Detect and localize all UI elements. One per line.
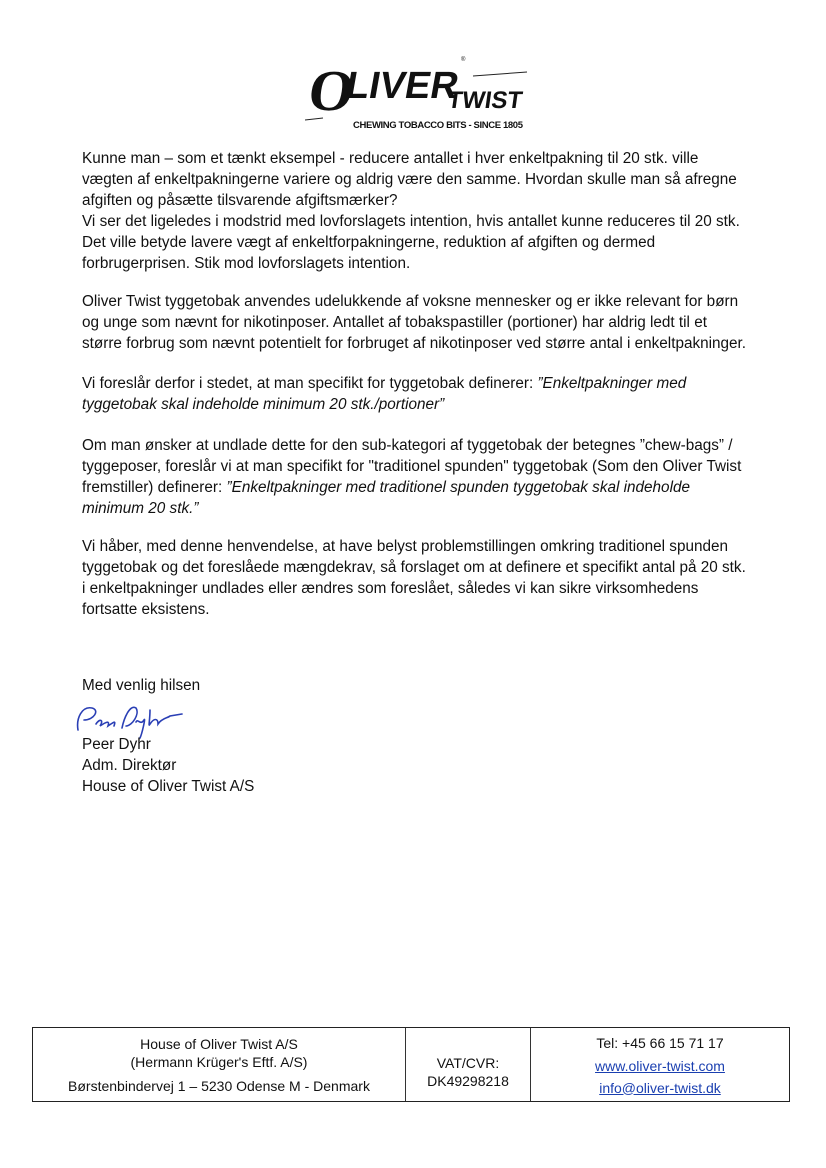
italic-text: ”Enkeltpakninger med traditionel spunden tyggetobak skal indeholde — [226, 479, 690, 496]
footer-vat-cell — [406, 1028, 531, 1101]
text-line — [82, 312, 782, 333]
footer-address-cell — [33, 1028, 406, 1101]
text-line — [82, 456, 782, 477]
paragraph-adult-use — [82, 291, 782, 354]
text-segment: Det ville betyde lavere vægt af enkeltforpakningerne, reduktion af afgiften og dermed — [82, 234, 656, 251]
text-segment: Oliver Twist tyggetobak anvendes udelukkende af voksne mennesker og er ikke relevant for børn — [82, 293, 739, 310]
text-segment: i enkeltpakninger undlades eller ændres som foreslået, således vi kan sikre virksomhedens — [82, 580, 699, 597]
footer-company: House of Oliver Twist A/S — [140, 1035, 298, 1052]
text-segment: Vi foreslår derfor i stedet, at man specifikt for tyggetobak definerer: — [82, 375, 538, 392]
text-line — [82, 253, 782, 274]
text-line — [82, 477, 782, 498]
text-segment: forbrugerprisen. Stik mod lovforslagets intention. — [82, 255, 411, 272]
text-line — [82, 211, 782, 232]
text-line — [82, 394, 782, 415]
italic-text: tyggetobak skal indeholde minimum 20 stk./portioner” — [82, 396, 445, 413]
vat-number: DK49298218 — [427, 1072, 509, 1089]
text-segment: Om man ønsker at undlade dette for den sub-kategori af tyggetobak der betegnes ”chew-bags” / — [82, 437, 733, 454]
text-line — [82, 435, 782, 456]
greeting: Med venlig hilsen — [82, 677, 201, 694]
italic-text: ”Enkeltpakninger med — [537, 375, 687, 392]
text-segment: og unge som nævnt for nikotinposer. Antallet af tobakspastiller (portioner) har aldrig ledt til et — [82, 314, 707, 331]
website-link[interactable]: www.oliver-twist.com — [595, 1057, 725, 1074]
text-segment: Vi håber, med denne henvendelse, at have belyst problemstillingen omkring traditionel spunden — [82, 538, 729, 555]
text-line — [82, 557, 782, 578]
company-logo — [305, 48, 535, 134]
text-line — [82, 333, 782, 354]
text-line — [82, 536, 782, 557]
footer-former-name: (Hermann Krüger's Eftf. A/S) — [130, 1053, 308, 1070]
svg-text:TWIST: TWIST — [445, 87, 525, 114]
signatory-block — [82, 734, 782, 797]
paragraph-conclusion — [82, 536, 782, 620]
text-line — [82, 498, 782, 519]
signatory-company: House of Oliver Twist A/S — [82, 778, 255, 795]
text-segment: tyggetobak og det foreslåede mængdekrav, så forslaget om at definere et specifikt antal på 20 stk. — [82, 559, 746, 576]
footer-phone: Tel: +45 66 15 71 17 — [596, 1034, 724, 1051]
signatory-title: Adm. Direktør — [82, 757, 177, 774]
paragraph-fee-stamps — [82, 148, 782, 274]
svg-text:®: ® — [461, 57, 466, 63]
svg-text:LIVER: LIVER — [342, 64, 463, 107]
text-line — [82, 291, 782, 312]
text-segment: Vi ser det ligeledes i modstrid med lovforslagets intention, hvis antallet kunne reduceres til 20 stk. — [82, 213, 740, 230]
footer-address: Børstenbindervej 1 – 5230 Odense M - Denmark — [68, 1077, 370, 1094]
text-line — [82, 373, 782, 394]
letter-footer — [32, 1027, 790, 1102]
text-line — [82, 578, 782, 599]
email-link[interactable]: info@oliver-twist.dk — [599, 1079, 721, 1096]
paragraph-proposal — [82, 373, 782, 415]
signatory-name: Peer Dyhr — [82, 736, 151, 753]
text-line — [82, 148, 782, 169]
vat-label: VAT/CVR: — [436, 1054, 500, 1071]
text-line — [82, 599, 782, 620]
text-segment: vægten af enkeltpakningerne variere og aldrig være den samme. Hvordan skulle man så afregne — [82, 171, 737, 188]
text-segment: fortsatte eksistens. — [82, 601, 210, 618]
svg-text:O: O — [305, 58, 359, 123]
italic-text: minimum 20 stk.” — [82, 500, 199, 517]
text-line — [82, 169, 782, 190]
footer-contact-cell — [531, 1028, 789, 1101]
text-line — [82, 232, 782, 253]
closing-block — [82, 675, 782, 696]
text-segment: Kunne man – som et tænkt eksempel - reducere antallet i hver enkeltpakning til 20 stk. ville — [82, 150, 699, 167]
text-segment: fremstiller) definerer: — [82, 479, 227, 496]
text-segment: afgiften og påsætte tilsvarende afgiftsmærker? — [82, 192, 398, 209]
text-line — [82, 190, 782, 211]
svg-text:CHEWING TOBACCO BITS - SINCE 1: CHEWING TOBACCO BITS - SINCE 1805 — [353, 120, 523, 131]
paragraph-alternative-proposal — [82, 435, 782, 519]
oliver-twist-logo — [305, 48, 535, 134]
text-segment: større forbrug som nævnt potentielt for forbruget af nikotinposer ved større antal i enkeltpakninger. — [82, 335, 747, 352]
text-segment: tyggeposer, foreslår vi at man specifikt for "traditionel spunden" tyggetobak (Som den Oliver Twist — [82, 458, 742, 475]
